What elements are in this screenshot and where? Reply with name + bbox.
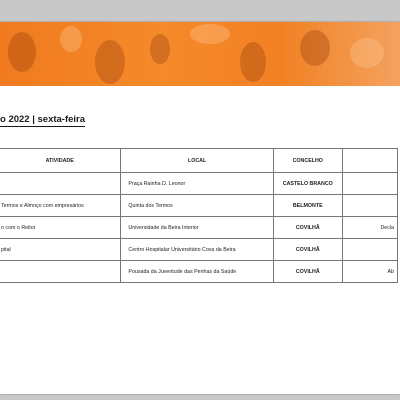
cell-extra: Decla [342,217,397,239]
cell-atividade: Termos e Almoço com empresários [0,195,121,217]
header-banner-image [0,22,400,86]
column-header-concelho: CONCELHO [273,149,342,173]
table-row [0,217,398,239]
table-row [0,239,398,261]
cell-extra [342,239,397,261]
cell-concelho: CASTELO BRANCO [273,173,342,195]
cell-local: Quinta dos Termos [121,195,273,217]
cell-atividade [0,173,121,195]
cell-concelho: BELMONTE [273,195,342,217]
cell-local: Universidade da Beira Interior [121,217,273,239]
cell-concelho: COVILHÃ [273,261,342,283]
cell-atividade [0,261,121,283]
table-row [0,195,398,217]
column-header-local: LOCAL [121,149,273,173]
column-header-atividade: ATIVIDADE [0,149,121,173]
cell-atividade: pital [0,239,121,261]
cell-extra [342,173,397,195]
page-title: o 2022 | sexta-feira [0,114,86,125]
document-page [0,22,400,394]
schedule-table [0,148,398,283]
table-row [0,261,398,283]
table-header-row [0,149,398,173]
cell-atividade: o com o Reitor [0,217,121,239]
cell-concelho: COVILHÃ [273,217,342,239]
column-header-extra [342,149,397,173]
table-row [0,173,398,195]
cell-extra: Ab [342,261,397,283]
cell-local: Pousada da Juventude das Penhas da Saúde [121,261,273,283]
cell-concelho: COVILHÃ [273,239,342,261]
cell-local: Centro Hospitalar Universitário Cova da Beira [121,239,273,261]
cell-local: Praça Rainha D. Leonor [121,173,273,195]
cell-extra [342,195,397,217]
